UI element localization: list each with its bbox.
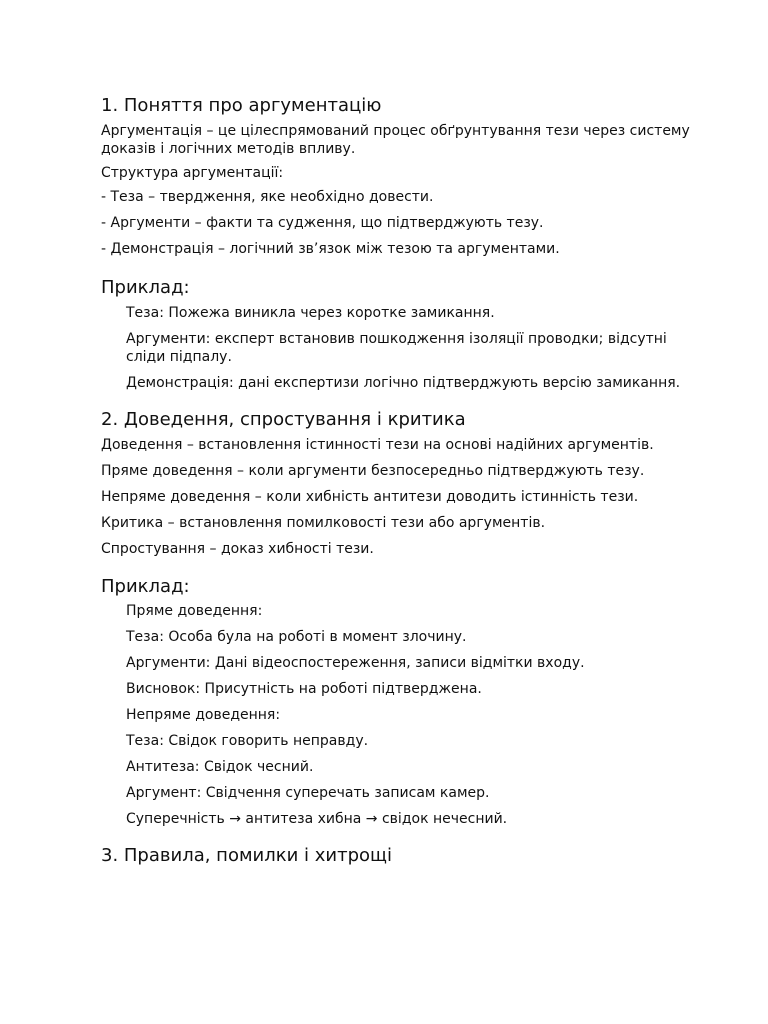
example-line: Аргумент: Свідчення суперечать записам камер. [126, 785, 490, 801]
section-2-line: Непряме доведення – коли хибність антитези доводить істинність тези. [101, 489, 639, 505]
section-1-definition: Аргументація – це цілеспрямований процес обґрунтування тези через систему доказів і логічних методів впливу. [101, 123, 690, 157]
section-proof [101, 436, 708, 558]
example-line: Пряме доведення: [126, 603, 263, 619]
example-1-heading: Приклад: [101, 277, 190, 298]
example-line: Аргументи: експерт встановив пошкодження ізоляції проводки; відсутні сліди підпалу. [126, 331, 667, 365]
example-line: Теза: Пожежа виникла через коротке замикання. [126, 305, 495, 321]
example-line: Аргументи: Дані відеоспостереження, записи відмітки входу. [126, 655, 585, 671]
section-1-structure-label: Структура аргументації: [101, 165, 284, 181]
example-line: Антитеза: Свідок чесний. [126, 759, 314, 775]
example-line: Теза: Особа була на роботі в момент злочину. [126, 629, 467, 645]
example-line: Теза: Свідок говорить неправду. [126, 733, 369, 749]
example-2-block [101, 602, 708, 828]
example-line: Демонстрація: дані експертизи логічно підтверджують версію замикання. [126, 375, 681, 391]
example-1-block [101, 304, 708, 392]
structure-item: - Аргументи – факти та судження, що підтверджують тезу. [101, 215, 544, 231]
example-line: Непряме доведення: [126, 707, 281, 723]
section-argumentation [101, 95, 708, 258]
section-2-heading: 2. Доведення, спростування і критика [101, 409, 466, 430]
example-line: Висновок: Присутність на роботі підтверджена. [126, 681, 482, 697]
section-2-line: Спростування – доказ хибності тези. [101, 541, 374, 557]
section-3-heading: 3. Правила, помилки і хитрощі [101, 845, 392, 866]
section-2-line: Доведення – встановлення істинності тези на основі надійних аргументів. [101, 437, 654, 453]
section-2-line: Критика – встановлення помилковості тези або аргументів. [101, 515, 546, 531]
section-2-line: Пряме доведення – коли аргументи безпосередньо підтверджують тезу. [101, 463, 645, 479]
section-1-heading: 1. Поняття про аргументацію [101, 95, 382, 116]
structure-item: - Теза – твердження, яке необхідно довести. [101, 189, 434, 205]
structure-item: - Демонстрація – логічний зв’язок між тезою та аргументами. [101, 241, 560, 257]
example-2-heading: Приклад: [101, 576, 190, 597]
example-line: Суперечність → антитеза хибна → свідок нечесний. [126, 811, 508, 827]
